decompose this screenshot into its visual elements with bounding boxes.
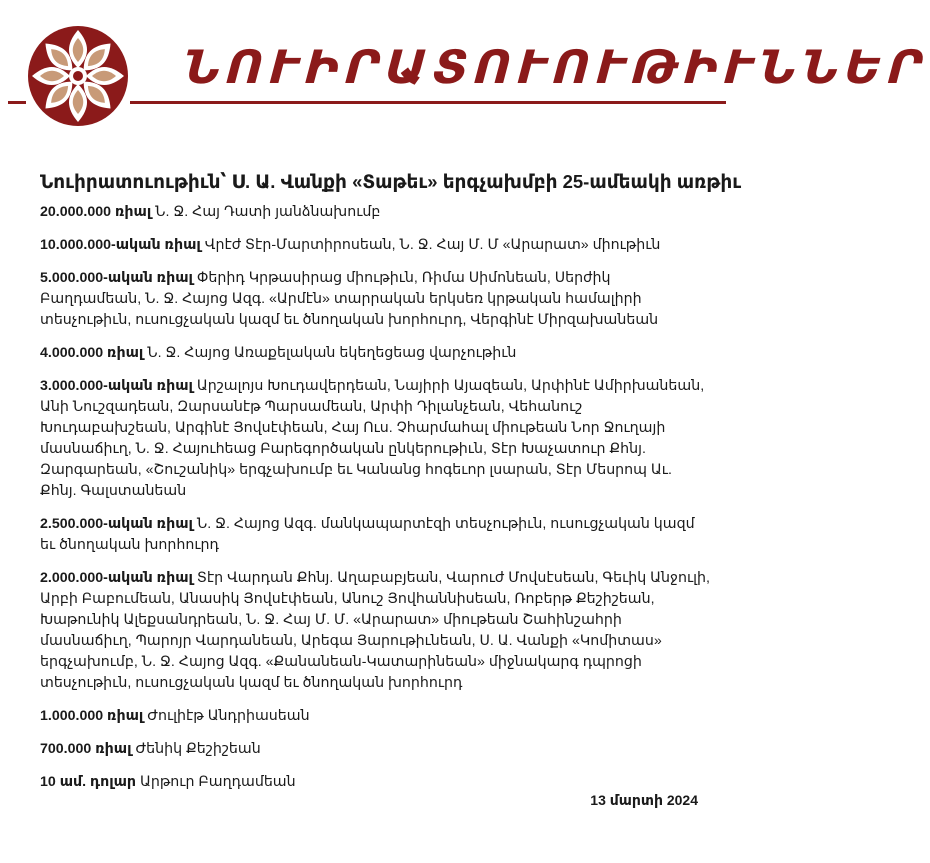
donation-entry xyxy=(40,514,710,556)
donation-entry xyxy=(40,202,710,223)
donation-entry xyxy=(40,568,710,694)
page-title: ՆՈՒԻՐԱՏՈՒՈՒԹԻՒՆՆԵՐ xyxy=(182,40,930,94)
donation-donors: Ն. Ջ. Հայոց Ազգ. մանկապարտէզի տեսչութիւն, ուսուցչական կազմ եւ ծնողական խորհուրդ xyxy=(40,516,695,553)
donation-amount: 10 ամ. դոլար xyxy=(40,774,137,790)
donation-entry xyxy=(40,268,710,331)
donation-donors: Տէր Վարդան Քհնյ. Աղաբաբյեան, Վարուժ Մովսէսեան, Գեւիկ Անջուլի, Արբի Բաբումեան, Անասիկ Յովսէփեան, Անուշ Յովհաննիսեան, Ռոբերթ Քեշիշեան, Խաթունիկ Ալեքսանդրեան, Ն. Ջ. Հայ Մ. Մ. «Արարատ» միութեան Շահինշահրի մասնաճիւղ, Պարոյր Վարդանեան, Արեգա Յարութիւնեան, Ս. Ա. Վանքի «Կոմիտաս» երգչախումբ, Ն. Ջ. Հայոց Ազգ. «Քանանեան-Կատարինեան» միջնակարգ դպրոցի տեսչութիւն, ուսուցչական կազմ եւ ծնողական խորհուրդ xyxy=(40,570,710,691)
donation-donors: Փերիդ Կրթասիրաց միութիւն, Ռիմա Սիմոնեան, Սերժիկ Բաղդամեան, Ն. Ջ. Հայոց Ազգ. «Արմէն» տարրական երկսեռ կրթական համալիրի տեսչութիւն, ուսուցչական կազմ եւ ծնողական խորհուրդ, Վերգինէ Միրզախանեան xyxy=(40,270,659,328)
donation-donors: Արթուր Բաղդամեան xyxy=(139,774,296,790)
donation-amount: 20.000.000 ռիալ xyxy=(40,204,152,220)
donations-list xyxy=(40,171,742,805)
donation-donors: Ժուլիէթ Անդրիասեան xyxy=(147,708,310,724)
donation-entry xyxy=(40,706,710,727)
header-rule-right xyxy=(130,101,726,104)
donation-donors: Ն. Ջ. Հայ Դատի յանձնախումբ xyxy=(155,204,381,220)
donation-amount: 1.000.000 ռիալ xyxy=(40,708,144,724)
donation-amount: 10.000.000-ական ռիալ xyxy=(40,237,201,253)
ornamental-rosette-logo-icon xyxy=(26,24,130,128)
donation-amount: 5.000.000-ական ռիալ xyxy=(40,270,193,286)
donation-entry xyxy=(40,376,710,502)
donation-amount: 4.000.000 ռիալ xyxy=(40,345,144,361)
donation-amount: 3.000.000-ական ռիալ xyxy=(40,378,193,394)
donation-amount: 700.000 ռիալ xyxy=(40,741,132,757)
donation-donors: Վրէժ Տէր-Մարտիրոսեան, Ն. Ջ. Հայ Մ. Մ «Արարատ» միութիւն xyxy=(204,237,661,253)
donation-amount: 2.000.000-ական ռիալ xyxy=(40,570,193,586)
publication-date: 13 մարտի 2024 xyxy=(590,792,698,808)
donation-entry xyxy=(40,235,710,256)
section-heading: Նուիրատուութիւն՝ Ս. Ա. Վանքի «Տաթեւ» երգչախմբի 25-ամեակի առթիւ xyxy=(40,171,742,192)
donation-amount: 2.500.000-ական ռիալ xyxy=(40,516,193,532)
header-rule-left xyxy=(8,101,26,104)
donation-entry xyxy=(40,343,710,364)
donation-donors: Արշալոյս Խուդավերդեան, Նայիրի Այազեան, Արփինէ Ամիրխանեան, Անի Նուշզադեան, Զարսանէթ Պարսամեան, Արփի Դիլանչեան, Վեհանուշ Խուդաբախշեան, Արգինէ Յովսէփեան, Հայ Ուս. Չհարմահալ միութեան Նոր Ջուղայի մասնաճիւղ, Ն. Ջ. Հայուհեաց Բարեգործական ընկերութիւն, Տէր Խաչատուր Քհնյ. Զարգարեան, «Շուշանիկ» երգչախումբ եւ Կանանց հոգեւոր լսարան, Տէր Մեսրոպ Աւ. Քհնյ. Գալստանեան xyxy=(40,378,705,499)
page-header xyxy=(0,0,930,140)
donation-entry xyxy=(40,772,710,793)
donation-donors: Ն. Ջ. Հայոց Առաքելական եկեղեցեաց վարչութիւն xyxy=(147,345,517,361)
donation-donors: Ժենիկ Քեշիշեան xyxy=(135,741,261,757)
donation-entry xyxy=(40,739,710,760)
